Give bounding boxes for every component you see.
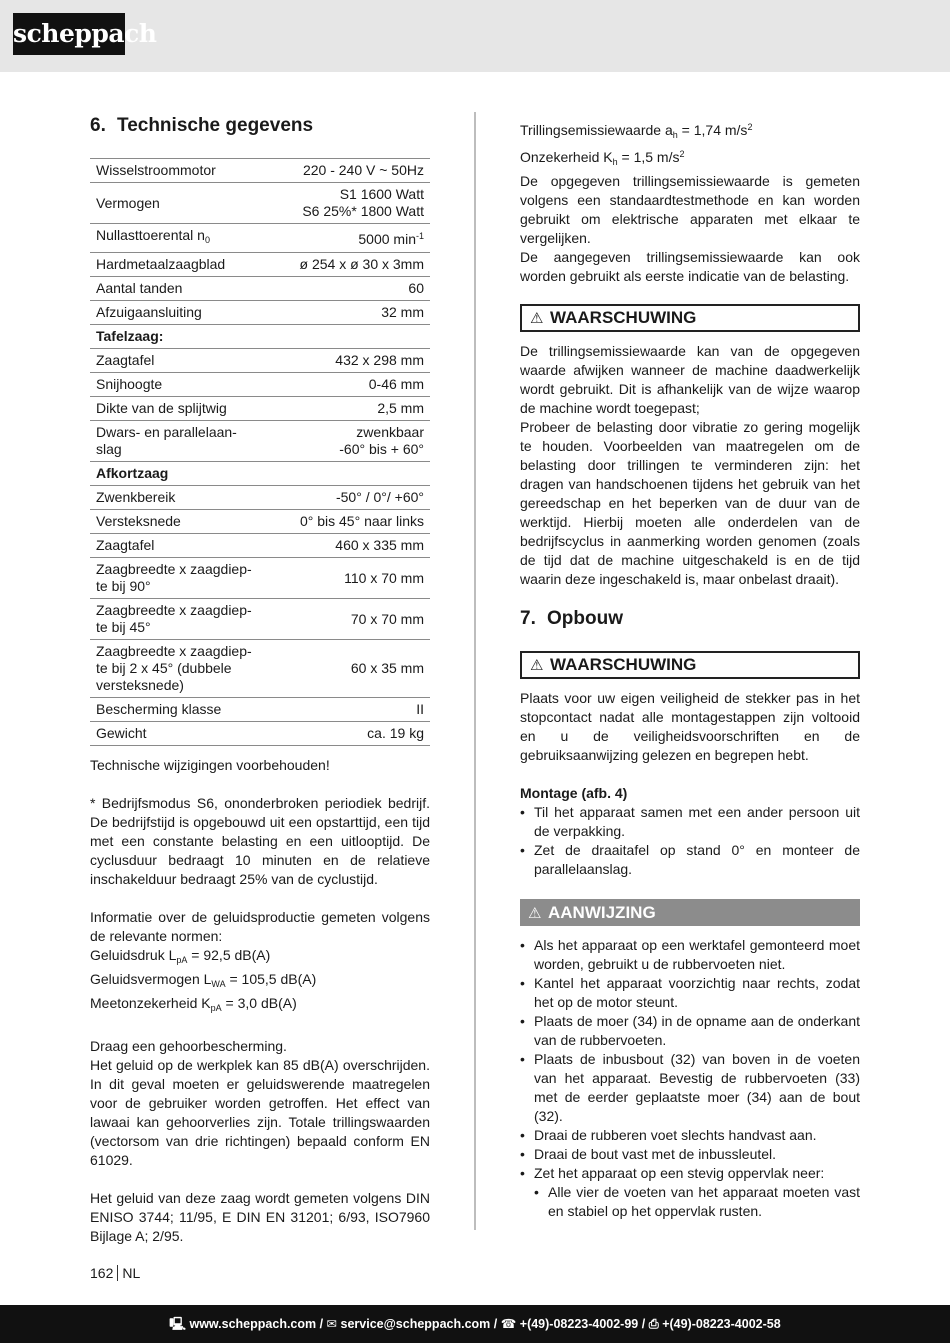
footer-separator: /	[316, 1317, 327, 1331]
vibration-uncertainty: Onzekerheid $K_h = 1,5$ $m/s^2$	[520, 149, 685, 167]
column-divider	[474, 112, 476, 1230]
vibration-text-1: De opgegeven trillingsemissiewaarde is gemeten volgens een standaardtestmethode en kan worden gebruikt om elektrische apparaten met elkaar te vergelijken.	[520, 173, 860, 246]
list-item: • Kantel het apparaat voorzichtig naar rechts, zodat het op de motor steunt.	[520, 974, 860, 1012]
footer-phone: +(49)-08223-4002-99	[519, 1317, 639, 1331]
spec-value: 220 - 240 V ~ 50Hz	[267, 159, 430, 183]
warning-label: WAARSCHUWING	[550, 655, 697, 674]
list-item: • Plaats de inbusbout (32) van boven in de voeten van het apparaat. Bevestig de rubbervoeten (33) met de eerder geplaatste moer (34) aan de bout (32).	[520, 1050, 860, 1126]
spec-row	[90, 301, 430, 325]
spec-row	[90, 373, 430, 397]
spec-row	[90, 349, 430, 373]
warning-triangle-icon: ⚠	[530, 657, 544, 674]
spec-row	[90, 224, 430, 253]
spec-row	[90, 421, 430, 462]
note-label: AANWIJZING	[548, 903, 656, 922]
spec-label: Vermogen	[90, 183, 267, 224]
list-item: • Draai de rubberen voet slechts handvast aan.	[520, 1126, 860, 1145]
din-text: Het geluid van deze zaag wordt gemeten volgens DIN ENISO 3744; 11/95, E DIN EN 31201; 6/93, ISO7960 Bijlage A; 2/95.	[90, 1190, 430, 1244]
sub-list	[534, 1183, 860, 1221]
hearing-protection: Draag een gehoorbescherming.	[90, 1038, 287, 1054]
spec-label: Zwenkbereik	[90, 486, 267, 510]
list-item: • Plaats de moer (34) in de opname aan de onderkant van de rubbervoeten.	[520, 1012, 860, 1050]
section-title: Opbouw	[547, 608, 623, 629]
spec-label: Afzuigaansluiting	[90, 301, 267, 325]
page-number-value: 162	[90, 1265, 114, 1281]
spec-table	[90, 158, 430, 746]
spec-row	[90, 510, 430, 534]
section-7-heading	[520, 605, 860, 633]
phone-icon: ☎	[500, 1317, 517, 1331]
spec-label: Wisselstroommotor	[90, 159, 267, 183]
footer-separator: /	[490, 1317, 501, 1331]
spec-label: Zaagbreedte x zaagdiep- te bij 45°	[90, 599, 267, 640]
spec-row	[90, 534, 430, 558]
section-number: 7.	[520, 608, 536, 629]
spec-value: 110 x 70 mm	[267, 558, 430, 599]
spec-value: 60	[267, 277, 430, 301]
header-bar	[0, 0, 950, 72]
spec-label: Versteksnede	[90, 510, 267, 534]
spec-value: zwenkbaar -60° bis + 60°	[267, 421, 430, 462]
vibration-value: Trillingsemissiewaarde $a_h = 1,74$ $m/s^2$	[520, 122, 753, 140]
warning-2-text: Plaats voor uw eigen veiligheid de stekker pas in het stopcontact nadat alle montagestappen zijn voltooid en u de veiligheidsvoorschriften en de gebruiksaanwijzing gelezen en begrepen hebt.	[520, 690, 860, 763]
spec-label: Zaagtafel	[90, 349, 267, 373]
spec-row	[90, 599, 430, 640]
noise-pressure: Geluidsdruk $L_{pA} = 92,5$ dB(A)	[90, 947, 271, 965]
computer-icon: 🖳	[169, 1317, 186, 1331]
spec-value: 60 x 35 mm	[267, 640, 430, 698]
section-title: Technische gegevens	[117, 115, 314, 136]
spec-value: 2,5 mm	[267, 397, 430, 421]
warning-1-text-2: Probeer de belasting door vibratie zo gering mogelijk te houden. Voorbeelden van maatregelen om de belasting door trillingen te verminderen zijn: het dragen van handschoenen tijdens het gebruik van het gereedschap en het beperken van de duur van de werktijd. Hierbij moeten alle onderdelen van de bedrijfscyclus in aanmerking worden genomen (zoals de tijd dat de machine uitgeschakeld is en de tijd waarin deze ingeschakeld is, maar onbelast draait).	[520, 419, 860, 587]
spec-row	[90, 462, 430, 486]
list-item: • Alle vier de voeten van het apparaat moeten vast en stabiel op het oppervlak rusten.	[534, 1183, 860, 1221]
scheppach-logo: scheppach	[13, 13, 125, 55]
montage-title: Montage (afb. 4)	[520, 785, 628, 801]
footer-separator: /	[638, 1317, 649, 1331]
noise-power: Geluidsvermogen $L_{WA} = 105,5$ dB(A)	[90, 971, 317, 989]
spec-value: -50° / 0°/ +60°	[267, 486, 430, 510]
spec-subheading: Afkortzaag	[90, 462, 430, 486]
spec-label: Gewicht	[90, 722, 267, 746]
section-number: 6.	[90, 115, 106, 136]
right-column	[520, 118, 860, 1221]
spec-label: Zaagbreedte x zaagdiep- te bij 2 x 45° (dubbele versteksnede)	[90, 640, 267, 698]
spec-row	[90, 640, 430, 698]
spec-row	[90, 698, 430, 722]
spec-row	[90, 486, 430, 510]
page-number	[90, 1265, 140, 1281]
spec-value: 0-46 mm	[267, 373, 430, 397]
noise-text: Het geluid op de werkplek kan 85 dB(A) overschrijden. In dit geval moeten er geluidswerende maatregelen voor de gebruiker worden getroffen. Het effect van lawaai kan gehoorverlies zijn. Totale trillingswaarden (vectorsom van drie richtingen) bepaald conform EN 61029.	[90, 1057, 430, 1168]
footer-web-link[interactable]: www.scheppach.com	[189, 1317, 317, 1331]
noise-uncertainty: Meetonzekerheid $K_{pA} = 3,0$ dB(A)	[90, 995, 297, 1013]
fax-icon: ⎙	[648, 1317, 659, 1331]
list-item: • Zet het apparaat op een stevig oppervlak neer: • Alle vier de voeten van het apparaat moeten vast en stabiel op het oppervlak rusten.	[520, 1164, 860, 1221]
spec-value: 32 mm	[267, 301, 430, 325]
spec-row	[90, 325, 430, 349]
spec-label: Snijhoogte	[90, 373, 267, 397]
spec-label: Nullasttoerental $n_0$	[90, 224, 267, 253]
spec-subheading: Tafelzaag:	[90, 325, 430, 349]
spec-row	[90, 397, 430, 421]
note-list	[520, 936, 860, 1221]
footer-mail-link[interactable]: service@scheppach.com	[340, 1317, 491, 1331]
warning-triangle-icon: ⚠	[528, 905, 542, 922]
spec-row	[90, 277, 430, 301]
spec-value: 0° bis 45° naar links	[267, 510, 430, 534]
noise-intro: Informatie over de geluidsproductie gemeten volgens de relevante normen:	[90, 909, 430, 944]
note-box	[520, 899, 860, 926]
warning-box-2	[520, 651, 860, 679]
spec-value: ca. 19 kg	[267, 722, 430, 746]
footer-fax: +(49)-08223-4002-58	[662, 1317, 781, 1331]
spec-label: Aantal tanden	[90, 277, 267, 301]
mail-icon: ✉	[326, 1317, 338, 1331]
s6-note: * Bedrijfsmodus S6, ononderbroken periodiek bedrijf. De bedrijfstijd is opgebouwd uit een opstarttijd, een tijd met een constante belasting en een uitlooptijd. De cyclusduur bedraagt 10 minuten en de relatieve inschakelduur bedraagt 25% van de cyclustijd.	[90, 795, 430, 887]
spec-value: II	[267, 698, 430, 722]
spec-value: ø 254 x ø 30 x 3mm	[267, 253, 430, 277]
list-item: • Als het apparaat op een werktafel gemonteerd moet worden, gebruikt u de rubbervoeten niet.	[520, 936, 860, 974]
spec-row	[90, 558, 430, 599]
spec-value: 460 x 335 mm	[267, 534, 430, 558]
warning-1-text-1: De trillingsemissiewaarde kan van de opgegeven waarde afwijken wanneer de machine daadwerkelijk wordt gebruikt. Dit is afhankelijk van de wijze waarop de machine wordt toegepast;	[520, 343, 860, 416]
page-language: NL	[122, 1265, 141, 1281]
spec-row	[90, 722, 430, 746]
spec-row	[90, 253, 430, 277]
reserved-note: Technische wijzigingen voorbehouden!	[90, 757, 330, 773]
warning-triangle-icon: ⚠	[530, 310, 544, 327]
spec-label: Zaagbreedte x zaagdiep- te bij 90°	[90, 558, 267, 599]
footer-bar	[0, 1305, 950, 1343]
vibration-text-2: De aangegeven trillingsemissiewaarde kan ook worden gebruikt als eerste indicatie van de belasting.	[520, 249, 860, 284]
spec-value: S1 1600 Watt S6 25%* 1800 Watt	[267, 183, 430, 224]
warning-label: WAARSCHUWING	[550, 308, 697, 327]
left-column	[90, 112, 430, 1246]
spec-row	[90, 159, 430, 183]
list-item: • Draai de bout vast met de inbussleutel.	[520, 1145, 860, 1164]
spec-label: Bescherming klasse	[90, 698, 267, 722]
spec-value: 70 x 70 mm	[267, 599, 430, 640]
list-item: • Til het apparaat samen met een ander persoon uit de verpakking.	[520, 803, 860, 841]
section-6-heading	[90, 112, 430, 140]
page-separator	[117, 1265, 118, 1281]
spec-label: Dwars- en parallelaan- slag	[90, 421, 267, 462]
spec-label: Dikte van de splijtwig	[90, 397, 267, 421]
spec-label: Hardmetaalzaagblad	[90, 253, 267, 277]
montage-list	[520, 803, 860, 879]
spec-label: Zaagtafel	[90, 534, 267, 558]
spec-value: 5000 $\min^{-1}$	[267, 224, 430, 253]
warning-box-1	[520, 304, 860, 332]
spec-row	[90, 183, 430, 224]
spec-value: 432 x 298 mm	[267, 349, 430, 373]
list-item: • Zet de draaitafel op stand 0° en monteer de parallelaanslag.	[520, 841, 860, 879]
